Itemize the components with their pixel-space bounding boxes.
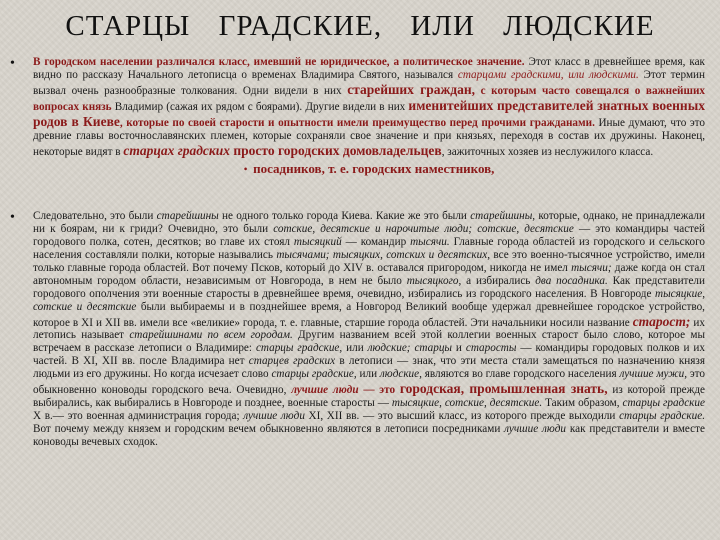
text-span: в летописи — знак, что эти места стали замещаться по назначению князя людьми из его дружины. Но когда исчезает слово (33, 355, 705, 381)
bullet-2: • (10, 210, 15, 225)
text-span: старцами градскими, или людскими. (457, 68, 639, 81)
text-span: посадников, т. е. городских наместников, (253, 160, 495, 176)
paragraph-2 (33, 210, 705, 449)
text-span: — командиры городовых полков и их частей. В XI, XII вв. после Владимира нет (33, 342, 706, 368)
text-span: старцы градские (622, 397, 705, 410)
text-span: лучшие люди (243, 410, 305, 423)
text-span: городская, промышленная знать, (399, 381, 608, 397)
text-span: или (356, 368, 380, 381)
text-span: людские, (379, 368, 422, 381)
text-span: старцы градские, (271, 368, 357, 381)
text-span: Другим названием всей этой коллегии военных старост было слово, которое мы встречаем в рассказе летописи о Владимире: (33, 329, 705, 355)
text-span: два посадника. (535, 274, 608, 287)
text-span: старейшины (156, 210, 219, 222)
text-span: , которые по своей старости и опытности имели преимущество перед прочими гражданами. (119, 116, 595, 129)
text-span: XI, XII вв. — это высший класс, из которого прежде выходили (304, 410, 620, 423)
text-span: Таким образом, (542, 397, 623, 410)
text-span: В городском населении различался класс, имевший не юридическое, а политическое значение. (33, 56, 525, 68)
text-span: — это (358, 384, 400, 397)
text-span: Этот класс в древнейшее время, как видно по рассказу Начального летописца о временах Владимира Святого, назывался (33, 56, 705, 81)
paragraph-1 (33, 56, 705, 179)
text-span: сотские, десятские и нарочитые люди; сотские, десятские (273, 222, 574, 235)
text-span: тысяцкие, сотские, десятские. (391, 397, 543, 410)
text-span: тысяцкие, сотские и десятские (33, 287, 705, 313)
text-span: Главные города областей из городского и сельского населения составляли полки, которые назывались (33, 235, 705, 261)
text-span: из которой прежде выбирались, как выбирались в Новгороде и позднее, военные старосты — (33, 384, 706, 410)
text-span: Следовательно, это были (33, 210, 157, 222)
sub-bullet-line (33, 161, 705, 177)
text-span: старейших граждан, (347, 81, 476, 97)
text-span: старейшины, (470, 210, 536, 222)
text-span: Этот термин вызвал очень разнообразные толкования. Одни видели в них (33, 68, 705, 97)
text-span: просто городских домовладельцев (230, 142, 442, 158)
text-span: с которым часто совещался о важнейших вопросах князь (33, 84, 705, 113)
text-span: являются во главе городского населения (421, 368, 620, 381)
text-span: старцев градских (248, 355, 336, 368)
text-span: лучшие мужи, (619, 368, 687, 381)
text-span: Иные думают, что это древние главы восточнославянских племен, которые сохраняли свое значение и при князьях, переходя в состав их дружины. Наконец, некоторые видят в (33, 116, 705, 158)
text-span: старейшинами по всем городам. (129, 329, 293, 342)
slide-title: СТАРЦЫ ГРАДСКИЕ, ИЛИ ЛЮДСКИЕ (65, 10, 655, 42)
text-span: это обыкновенно коноводы городского веча. Очевидно, (33, 368, 705, 397)
text-span: — командир (341, 235, 411, 248)
text-span: как представители и вместе коноводы вечевых сходок. (33, 423, 705, 448)
text-span: и (452, 342, 466, 355)
text-span: старцы градские, (255, 342, 343, 355)
text-span: их летопись называет (33, 316, 705, 342)
text-span: тысячи. (410, 235, 450, 248)
sub-bullet: • (243, 163, 248, 176)
text-span: тысяцкого (406, 274, 459, 287)
text-span: X в.— это военная администрация города; (33, 410, 244, 423)
text-span: Вот почему между князем и городским вечем обыкновенно являются в летописи посредниками (33, 423, 505, 435)
text-span: тысяцкий (293, 235, 342, 248)
text-span: или (342, 342, 368, 355)
text-span: Как представители городового ополчения эти военные старосты в древнейшее время, очевидно, избирались из городского населения. В Новгороде (33, 274, 705, 300)
text-span: тысячи; (571, 261, 612, 274)
text-span: старосты (465, 342, 517, 355)
text-span: , зажиточных хозяев из неслужилого класса. (441, 145, 654, 158)
text-span: старцы градские. (619, 410, 706, 423)
text-span: — это командиры частей городового полка, сотен, десятков; во главе их стоял (33, 222, 706, 248)
bullet-1: • (10, 56, 15, 71)
text-span: именитейших представителей знатных военных родов в Киеве (33, 97, 705, 129)
text-span: даже когда он стал автономным городом области, независимым от Новгорода, в нем не было (33, 261, 706, 287)
text-span: людские; старцы (367, 342, 452, 355)
text-span: Владимир (сажая их рядом с боярами). Другие видели в них (111, 100, 409, 113)
text-span: лучшие люди (504, 423, 567, 435)
text-span: были выбираемы и в позднейшее время, а Новгород Великий вообще удержал древнейшее городское устройство, которое в XI и XII вв. имели все «великие» города, т. е. главные, старшие города областей. Эти начальники носили название (33, 300, 705, 329)
text-span: тысячами; тысяцких, сотских и десятских, (276, 248, 491, 261)
text-span: старост; (632, 313, 691, 329)
text-span: не одного только города Киева. Какие же это были (218, 210, 471, 222)
text-span: которые, однако, не принадлежали ни к боярам, ни к гриди? Очевидно, это были (33, 210, 705, 235)
text-span: все это военно-тысячное устройство, имели только главные города областей. Вот почему Псков, который до XIV в. оставался пригородом, никогда не имел (33, 248, 705, 274)
text-span: , а избирались (458, 274, 536, 287)
text-span: старцах градских (123, 142, 231, 158)
text-span: лучшие люди (291, 384, 359, 397)
